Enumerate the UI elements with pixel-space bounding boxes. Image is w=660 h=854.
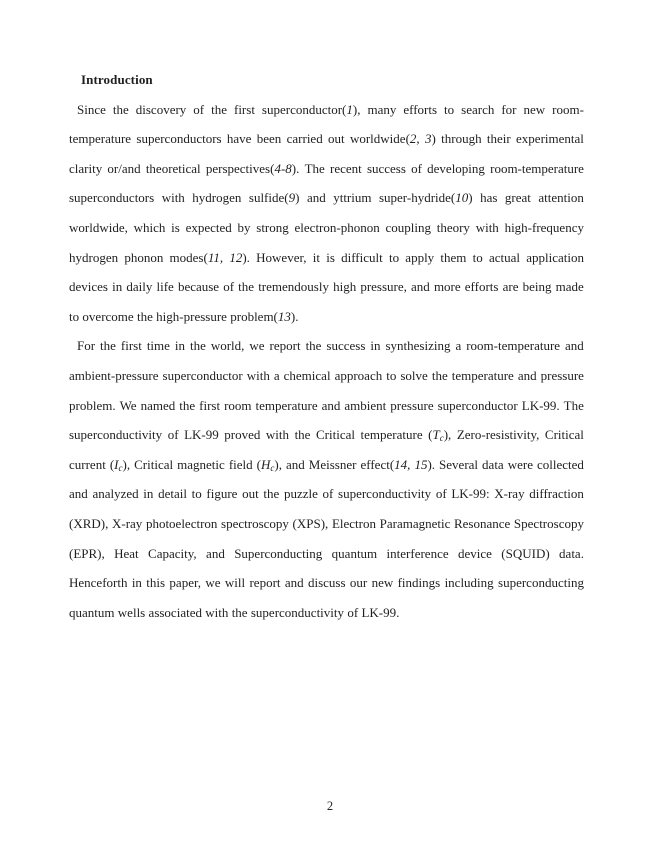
text-line [69,272,584,302]
word: photoelectron [145,515,218,531]
word: the [231,604,248,620]
word: great [504,190,531,206]
word: to [444,101,455,117]
word: For [77,338,96,354]
word: data [482,456,504,472]
word: them [440,249,467,265]
word: with [265,427,290,443]
word: first [233,101,255,117]
word: has [480,190,498,206]
text-line [69,331,584,361]
word: LK-99 [184,427,219,443]
word: more [433,279,461,295]
word: 3) [424,131,436,147]
word: our [349,575,368,591]
word: Heat [114,545,139,561]
word: and [284,575,304,591]
word: made [555,279,584,295]
word: findings [397,575,441,591]
word: However, [256,249,307,265]
word: Meissner [308,456,357,472]
word: phonon [124,249,164,265]
word: is [326,249,335,265]
word: report [249,575,281,591]
word: room-temperature [466,338,561,354]
word: problem. [69,397,116,413]
word: because [177,279,220,295]
word: first [199,397,221,413]
word: current [69,456,106,472]
word: application [526,249,584,265]
text-line [69,154,584,184]
word: efforts [464,279,499,295]
word: are [502,279,519,295]
word: LK-99. [361,604,400,620]
word: with [161,190,185,206]
word: or/and [107,160,141,176]
word: with [246,367,270,383]
word: which [133,219,166,235]
word: their [486,131,511,147]
word: Capacity, [148,545,197,561]
word: theoretical [145,160,201,176]
word: temperature [451,367,514,383]
text-line [69,95,584,125]
word: superconductor [162,367,243,383]
word: and [286,456,305,472]
word: through [441,131,482,147]
text-line [69,539,584,569]
word: temperature [360,427,423,443]
word: X-ray [494,486,525,502]
word: including [444,575,494,591]
word: pressure [390,397,434,413]
word: of [193,101,205,117]
word: success [326,338,366,354]
word: superconductors [136,131,222,147]
word: tremendously [258,279,329,295]
word: worldwide(2, [349,131,420,147]
word: superconducting [498,575,584,591]
word: in [143,486,154,502]
word: report [269,338,301,354]
page-content [69,65,584,627]
word: to [69,308,80,324]
word: new [371,575,394,591]
word: proved [224,427,261,443]
word: the [136,308,153,324]
word: effect(14, [360,456,411,472]
word: and [565,338,584,354]
word: and [306,190,326,206]
word: Critical [315,427,355,443]
word: hydrogen [192,190,242,206]
word: Resonance [453,515,511,531]
word: will [224,575,246,591]
word: out [242,486,259,502]
word: puzzle [283,486,318,502]
word: it [312,249,320,265]
word: the [294,427,311,443]
word: pressure, [360,279,407,295]
word: Critical [134,456,174,472]
word: problem(13). [230,308,299,324]
word: temperature [69,131,132,147]
text-line [69,361,584,391]
word: and [411,279,430,295]
word: to [472,249,483,265]
word: devices [69,279,108,295]
word: magnetic [177,456,225,472]
word: with [475,219,499,235]
word: quantum [69,604,115,620]
word: experimental [516,131,584,147]
word: of [223,279,235,295]
text-line [69,183,584,213]
word: developing [427,160,485,176]
word: a [273,367,280,383]
word: temperature [255,397,318,413]
word: time [146,338,170,354]
word: clarity [69,160,103,176]
word: for [501,101,517,117]
word: to [388,249,400,265]
word: field [228,456,253,472]
word: We [119,397,137,413]
word: device [457,545,492,561]
word: named [140,397,176,413]
word: theory [436,219,470,235]
word: (XRD), [69,515,109,531]
word: recent [329,160,362,176]
word: pressure [540,367,584,383]
paragraph-intro-1 [69,95,584,332]
word: apply [405,249,435,265]
word: many [367,101,397,117]
text-line [69,213,584,243]
word: yttrium [333,190,372,206]
word: (Ic), [109,456,131,473]
word: (SQUID) [501,545,550,561]
word: ambient-pressure [69,367,159,383]
word: of [411,160,422,176]
word: actual [488,249,521,265]
word: hydrogen [69,249,119,265]
word: (Hc), [256,456,282,473]
word: modes(11, [169,249,224,265]
word: sulfide(9) [248,190,300,206]
word: figure [206,486,238,502]
word: The [563,397,584,413]
word: Critical [544,427,584,443]
word: analyzed [92,486,139,502]
text-line [69,509,584,539]
word: this [146,575,166,591]
word: a [455,338,462,354]
word: approach [334,367,383,383]
word: discuss [307,575,346,591]
word: superconductivity [69,427,163,443]
word: difficult [341,249,383,265]
word: out [328,131,345,147]
word: wells [117,604,146,620]
word: superconductor(1), [261,101,361,117]
word: success [366,160,406,176]
word: superconductors [69,190,155,206]
word: room- [552,101,584,117]
word: solve [400,367,428,383]
word: perspectives(4-8). [205,160,300,176]
word: carried [286,131,323,147]
word: have [226,131,252,147]
word: Paramagnetic [379,515,451,531]
word: in [174,338,186,354]
word: of [167,427,179,443]
word: data. [559,545,584,561]
word: and [69,486,88,502]
word: 12). [229,249,250,265]
word: high [333,279,357,295]
word: were [507,456,533,472]
word: the [263,486,280,502]
word: been [256,131,282,147]
word: the [179,397,196,413]
page-number: 2 [326,799,334,813]
word: associated [148,604,202,620]
word: by [237,219,251,235]
word: super-hydride(10) [378,190,473,206]
word: is [171,219,180,235]
word: Electron [331,515,376,531]
word: LK-99. [521,397,560,413]
word: the [211,101,227,117]
word: being [522,279,552,295]
word: 15). [414,456,436,472]
word: LK-99: [451,486,490,502]
text-line [69,568,584,598]
word: the [238,279,255,295]
word: we [249,338,265,354]
word: Several [439,456,479,472]
word: life [156,279,174,295]
word: and [206,545,225,561]
text-line [69,450,584,480]
text-line [69,302,584,332]
word: to [191,486,202,502]
word: Superconducting [234,545,323,561]
word: superconductivity [250,604,345,620]
word: paper, [169,575,202,591]
word: Zero-resistivity, [456,427,540,443]
word: the [100,338,116,354]
word: (Tc), [428,427,452,444]
word: high-pressure [156,308,227,324]
word: high-frequency [504,219,584,235]
word: the [431,367,448,383]
word: coupling [385,219,431,235]
word: of [322,486,334,502]
word: room [224,397,252,413]
word: electron-phonon [294,219,380,235]
word: of [435,486,447,502]
word: ambient [344,397,387,413]
word: quantum [331,545,378,561]
text-line [69,420,584,450]
word: the [305,338,322,354]
word: with [205,604,229,620]
word: to [386,367,397,383]
word: the [189,338,206,354]
word: The [304,160,325,176]
paragraph-intro-2 [69,331,584,627]
word: diffraction [529,486,584,502]
text-line [69,598,584,628]
word: expected [185,219,232,235]
word: first [120,338,142,354]
word: in [370,338,381,354]
word: discovery [135,101,187,117]
word: world, [210,338,245,354]
word: of [347,604,359,620]
word: synthesizing [385,338,451,354]
word: and [517,367,537,383]
section-heading: Introduction [81,72,153,87]
word: (EPR), [69,545,105,561]
word: worldwide, [69,219,128,235]
word: room-temperature [490,160,584,176]
word: superconductivity [338,486,432,502]
text-line [69,391,584,421]
word: strong [256,219,289,235]
word: interference [386,545,449,561]
word: spectroscopy [221,515,289,531]
word: efforts [403,101,438,117]
text-line [69,479,584,509]
word: chemical [283,367,331,383]
word: new [523,101,546,117]
word: in [131,575,142,591]
word: search [461,101,495,117]
word: collected [537,456,584,472]
word: the [112,101,129,117]
word: and [321,397,341,413]
word: Spectroscopy [513,515,584,531]
word: Henceforth [69,575,128,591]
word: superconductor [437,397,518,413]
word: (XPS), [292,515,329,531]
word: in [112,279,123,295]
word: detail [158,486,187,502]
word: daily [126,279,153,295]
text-line [69,243,584,273]
word: attention [538,190,584,206]
word: X-ray [111,515,143,531]
word: Since [77,101,106,117]
word: overcome [82,308,134,324]
text-line [69,124,584,154]
word: we [205,575,221,591]
